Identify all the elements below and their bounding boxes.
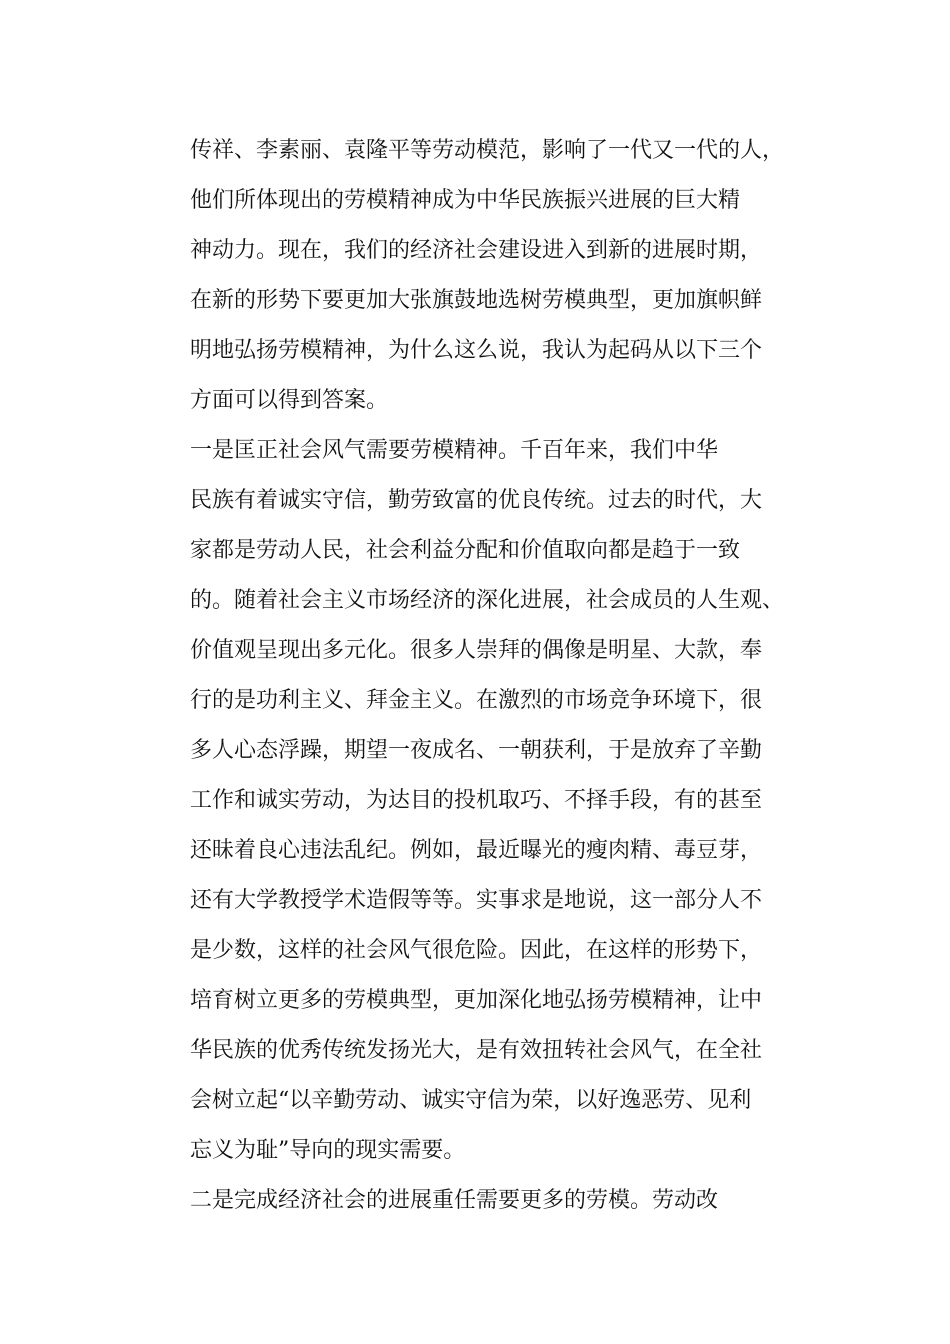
text-line: 民族有着诚实守信，勤劳致富的优良传统。过去的时代，大 <box>190 488 763 513</box>
text-line: 神动力。现在，我们的经济社会建设进入到新的进展时期， <box>190 238 763 263</box>
text-line: 在新的形势下要更加大张旗鼓地选树劳模典型，更加旗帜鲜 <box>190 288 763 313</box>
text-line: 还有大学教授学术造假等等。实事求是地说，这一部分人不 <box>190 888 763 913</box>
text-line: 一是匡正社会风气需要劳模精神。千百年来，我们中华 <box>190 438 719 463</box>
text-line: 家都是劳动人民，社会利益分配和价值取向都是趋于一致 <box>190 538 741 563</box>
text-line: 工作和诚实劳动，为达目的投机取巧、不择手段，有的甚至 <box>190 788 763 813</box>
text-line: 价值观呈现出多元化。很多人崇拜的偶像是明星、大款，奉 <box>190 638 763 663</box>
text-line: 行的是功利主义、拜金主义。在激烈的市场竞争环境下，很 <box>190 688 763 713</box>
text-line: 他们所体现出的劳模精神成为中华民族振兴进展的巨大精 <box>190 188 741 213</box>
text-line: 还昧着良心违法乱纪。例如，最近曝光的瘦肉精、毒豆芽， <box>190 838 763 863</box>
text-line: 二是完成经济社会的进展重任需要更多的劳模。劳动改 <box>190 1188 719 1213</box>
text-line: 会树立起“以辛勤劳动、诚实守信为荣，以好逸恶劳、见利 <box>190 1088 752 1113</box>
text-line: 传祥、李素丽、袁隆平等劳动模范，影响了一代又一代的人， <box>190 138 785 163</box>
text-line: 方面可以得到答案。 <box>190 388 389 413</box>
text-line: 明地弘扬劳模精神，为什么这么说，我认为起码从以下三个 <box>190 338 763 363</box>
text-line: 是少数，这样的社会风气很危险。因此，在这样的形势下， <box>190 938 763 963</box>
text-line: 的。随着社会主义市场经济的深化进展，社会成员的人生观、 <box>190 588 785 613</box>
text-line: 华民族的优秀传统发扬光大，是有效扭转社会风气，在全社 <box>190 1038 763 1063</box>
body-text <box>190 126 790 1226</box>
text-line: 培育树立更多的劳模典型，更加深化地弘扬劳模精神，让中 <box>190 988 763 1013</box>
text-line: 多人心态浮躁，期望一夜成名、一朝获利，于是放弃了辛勤 <box>190 738 763 763</box>
text-line: 忘义为耻”导向的现实需要。 <box>190 1138 466 1163</box>
